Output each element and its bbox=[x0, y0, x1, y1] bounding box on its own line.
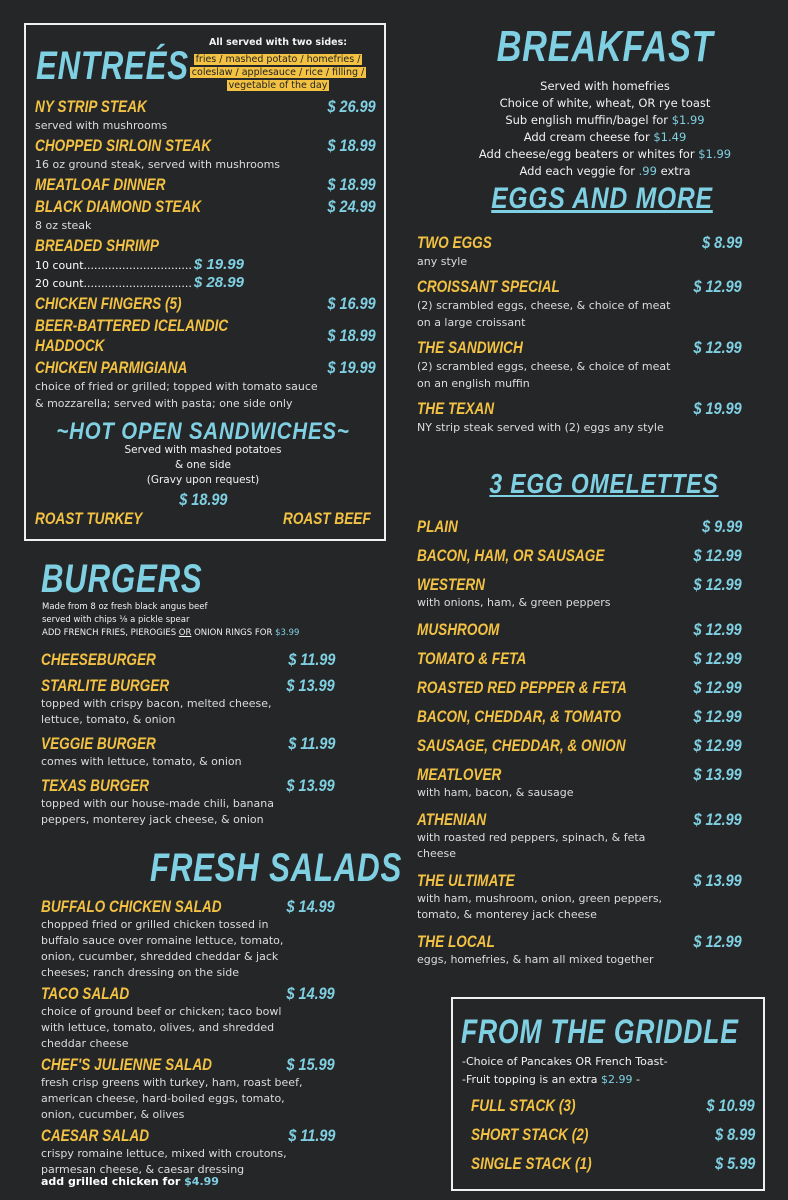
item-description: parmesan cheese, & caesar dressing bbox=[41, 1163, 245, 1176]
item-description: crispy romaine lettuce, mixed with croutons, bbox=[41, 1147, 287, 1160]
item-description: served with mushrooms bbox=[35, 119, 168, 132]
menu-item bbox=[35, 97, 376, 134]
menu-item bbox=[417, 736, 742, 756]
item-description: tomato, & monterey jack cheese bbox=[417, 908, 597, 921]
breakfast-note bbox=[405, 95, 788, 112]
breakfast-note-text: Choice of white, wheat, OR rye toast bbox=[499, 96, 711, 110]
item-price: $ 11.99 bbox=[287, 650, 335, 669]
griddle-note-text: - bbox=[632, 1073, 640, 1086]
item-name: SAUSAGE, CHEDDAR, & ONION bbox=[417, 736, 626, 755]
menu-item bbox=[41, 676, 335, 728]
burgers-list bbox=[41, 650, 335, 834]
item-description: on a large croissant bbox=[417, 316, 526, 329]
item-name: BEER-BATTERED ICELANDIC bbox=[35, 316, 229, 335]
menu-item bbox=[417, 810, 742, 862]
sides-note: All served with two sides: bbox=[208, 37, 348, 48]
item-description: cheeses; ranch dressing on the side bbox=[41, 966, 240, 979]
hot-open-title: ~HOT OPEN SANDWICHES~ bbox=[56, 418, 350, 445]
item-name: SINGLE STACK (1) bbox=[471, 1154, 592, 1173]
roast-turkey: ROAST TURKEY bbox=[35, 509, 143, 528]
item-price: $ 13.99 bbox=[286, 776, 335, 795]
omelettes-list bbox=[417, 517, 742, 977]
breakfast-note bbox=[405, 112, 788, 129]
menu-item bbox=[417, 678, 742, 698]
menu-item bbox=[41, 734, 335, 770]
item-name: ROASTED RED PEPPER & FETA bbox=[417, 678, 627, 697]
item-name: CHEESEBURGER bbox=[41, 650, 156, 669]
entrees-list bbox=[35, 97, 376, 414]
burgers-notes bbox=[42, 601, 299, 640]
menu-item bbox=[417, 620, 742, 640]
breakfast-note-text: Served with homefries bbox=[540, 79, 670, 93]
salad-addon-text: add grilled chicken for bbox=[41, 1175, 185, 1188]
breakfast-note-price: .99 bbox=[638, 164, 657, 178]
sides-line: fries / mashed potato / homefries / bbox=[195, 54, 361, 65]
item-description: cheese bbox=[417, 847, 457, 860]
menu-item bbox=[417, 546, 742, 566]
item-price: $ 8.99 bbox=[714, 1125, 755, 1144]
item-description: peppers, monterey jack cheese, & onion bbox=[41, 813, 264, 826]
breakfast-note-price: $1.99 bbox=[671, 113, 705, 127]
menu-item bbox=[471, 1154, 755, 1174]
item-description: fresh crisp greens with turkey, ham, roast beef, bbox=[41, 1076, 303, 1089]
menu-item bbox=[41, 984, 335, 1052]
menu-item bbox=[35, 316, 376, 356]
item-price: $ 24.99 bbox=[327, 197, 376, 216]
item-name-line2: HADDOCK bbox=[35, 336, 105, 355]
item-price: $ 12.99 bbox=[693, 649, 742, 668]
item-name: MEATLOVER bbox=[417, 765, 502, 784]
breakfast-note-text: Sub english muffin/bagel for bbox=[505, 113, 672, 127]
item-price: $ 12.99 bbox=[693, 810, 742, 829]
item-name: FULL STACK (3) bbox=[471, 1096, 576, 1115]
sides-list bbox=[188, 53, 368, 92]
item-name: SHORT STACK (2) bbox=[471, 1125, 589, 1144]
item-price: $ 18.99 bbox=[327, 175, 376, 194]
item-name: CHEF'S JULIENNE SALAD bbox=[41, 1055, 212, 1074]
item-name: CROISSANT SPECIAL bbox=[417, 277, 560, 296]
griddle-note: -Choice of Pancakes OR French Toast- bbox=[462, 1055, 668, 1068]
item-price: $ 8.99 bbox=[701, 233, 742, 252]
eggs-list bbox=[417, 233, 742, 443]
item-name: PLAIN bbox=[417, 517, 458, 536]
sides-line: vegetable of the day bbox=[228, 80, 328, 91]
item-name: MEATLOAF DINNER bbox=[35, 175, 166, 194]
item-description: (2) scrambled eggs, cheese, & choice of meat bbox=[417, 360, 671, 373]
item-description: with onions, ham, & green peppers bbox=[417, 596, 611, 609]
item-description: with roasted red peppers, spinach, & feta bbox=[417, 831, 646, 844]
griddle-note bbox=[462, 1071, 640, 1088]
item-price: $ 5.99 bbox=[714, 1154, 755, 1173]
eggs-title: EGGS AND MORE bbox=[491, 182, 713, 215]
item-description: (2) scrambled eggs, cheese, & choice of meat bbox=[417, 299, 671, 312]
menu-item bbox=[41, 1055, 335, 1123]
menu-item bbox=[471, 1096, 755, 1116]
item-description: NY strip steak served with (2) eggs any style bbox=[417, 421, 664, 434]
item-price: $ 14.99 bbox=[286, 984, 335, 1003]
salads-list bbox=[41, 897, 335, 1181]
griddle-note-text: -Fruit topping is an extra bbox=[462, 1073, 602, 1086]
item-description: 8 oz steak bbox=[35, 219, 92, 232]
hot-open-line: & one side bbox=[175, 459, 231, 471]
item-name: STARLITE BURGER bbox=[41, 676, 170, 695]
roast-beef: ROAST BEEF bbox=[283, 509, 371, 528]
option-label: 10 count............................... bbox=[35, 259, 192, 272]
item-description: choice of fried or grilled; topped with tomato sauce bbox=[35, 380, 318, 393]
item-description: topped with our house-made chili, banana bbox=[41, 797, 274, 810]
item-name: TACO SALAD bbox=[41, 984, 130, 1003]
menu-item bbox=[35, 294, 376, 314]
item-name: THE SANDWICH bbox=[417, 338, 523, 357]
item-name: TOMATO & FETA bbox=[417, 649, 527, 668]
item-description: cheddar cheese bbox=[41, 1037, 129, 1050]
item-description: with ham, mushroom, onion, green peppers, bbox=[417, 892, 663, 905]
item-price: $ 12.99 bbox=[693, 575, 742, 594]
item-option bbox=[35, 274, 376, 292]
item-name: MUSHROOM bbox=[417, 620, 500, 639]
burgers-note: ONION RINGS FOR bbox=[191, 628, 276, 638]
item-description: onion, cucumber, shredded cheddar & jack bbox=[41, 950, 279, 963]
menu-item bbox=[35, 136, 376, 173]
item-price: $ 13.99 bbox=[286, 676, 335, 695]
item-description: any style bbox=[417, 255, 468, 268]
menu-item bbox=[35, 358, 376, 412]
menu-item bbox=[417, 707, 742, 727]
hot-open-price: $ 18.99 bbox=[178, 490, 228, 509]
item-price: $ 13.99 bbox=[693, 765, 742, 784]
burgers-note-or: OR bbox=[178, 628, 192, 638]
hot-open-line: Served with mashed potatoes bbox=[124, 444, 282, 456]
breakfast-note-text: Add each veggie for bbox=[519, 164, 639, 178]
item-price: $ 18.99 bbox=[327, 326, 376, 345]
item-name: CHICKEN FINGERS (5) bbox=[35, 294, 182, 313]
item-name: THE LOCAL bbox=[417, 932, 495, 951]
burgers-note: served with chips ⅛ a pickle spear bbox=[42, 615, 190, 625]
menu-item bbox=[35, 236, 376, 292]
item-name: CHICKEN PARMIGIANA bbox=[35, 358, 188, 377]
omelettes-title: 3 EGG OMELETTES bbox=[489, 468, 719, 499]
item-description: onion, cucumber, & olives bbox=[41, 1108, 185, 1121]
item-price: $ 12.99 bbox=[693, 932, 742, 951]
item-price: $ 19.99 bbox=[327, 358, 376, 377]
item-description: lettuce, tomato, & onion bbox=[41, 713, 176, 726]
salad-addon bbox=[41, 1173, 219, 1190]
item-price: $ 9.99 bbox=[701, 517, 742, 536]
menu-item bbox=[417, 932, 742, 968]
item-price: $ 12.99 bbox=[693, 620, 742, 639]
entrees-title: ENTREÉS bbox=[36, 44, 189, 88]
item-option bbox=[35, 256, 376, 274]
option-price: $ 19.99 bbox=[193, 256, 244, 273]
item-price: $ 26.99 bbox=[327, 97, 376, 116]
item-name: WESTERN bbox=[417, 575, 485, 594]
menu-item bbox=[471, 1125, 755, 1145]
item-name: BREADED SHRIMP bbox=[35, 236, 159, 255]
item-name: BACON, HAM, OR SAUSAGE bbox=[417, 546, 605, 565]
item-description: with ham, bacon, & sausage bbox=[417, 786, 574, 799]
option-price: $ 28.99 bbox=[193, 274, 244, 291]
item-description: eggs, homefries, & ham all mixed together bbox=[417, 953, 654, 966]
menu-item bbox=[417, 649, 742, 669]
hot-open-line: (Gravy upon request) bbox=[146, 474, 260, 486]
item-name: THE ULTIMATE bbox=[417, 871, 515, 890]
breakfast-note bbox=[405, 78, 788, 95]
menu-item bbox=[417, 338, 742, 392]
item-price: $ 13.99 bbox=[693, 871, 742, 890]
item-description: 16 oz ground steak, served with mushrooms bbox=[35, 158, 281, 171]
menu-item bbox=[41, 897, 335, 981]
menu-item bbox=[41, 1126, 335, 1178]
breakfast-note-suffix: extra bbox=[656, 164, 691, 178]
salad-addon-price: $4.99 bbox=[184, 1175, 219, 1188]
item-price: $ 12.99 bbox=[693, 546, 742, 565]
item-price: $ 10.99 bbox=[706, 1096, 755, 1115]
menu-item bbox=[417, 399, 742, 436]
breakfast-note-price: $1.99 bbox=[698, 147, 732, 161]
item-name: BUFFALO CHICKEN SALAD bbox=[41, 897, 222, 916]
breakfast-note bbox=[405, 163, 788, 180]
item-price: $ 18.99 bbox=[327, 136, 376, 155]
item-name: THE TEXAN bbox=[417, 399, 495, 418]
item-price: $ 14.99 bbox=[286, 897, 335, 916]
item-description: chopped fried or grilled chicken tossed in bbox=[41, 918, 269, 931]
item-name: BACON, CHEDDAR, & TOMATO bbox=[417, 707, 621, 726]
item-price: $ 19.99 bbox=[693, 399, 742, 418]
breakfast-title: BREAKFAST bbox=[496, 22, 714, 71]
item-price: $ 12.99 bbox=[693, 736, 742, 755]
item-description: with lettuce, tomato, olives, and shredded bbox=[41, 1021, 275, 1034]
menu-item bbox=[35, 175, 376, 195]
item-description: american cheese, hard-boiled eggs, tomato, bbox=[41, 1092, 285, 1105]
item-name: NY STRIP STEAK bbox=[35, 97, 147, 116]
sides-line: coleslaw / applesauce / rice / filling / bbox=[191, 67, 365, 78]
item-description: comes with lettuce, tomato, & onion bbox=[41, 755, 242, 768]
item-name: ATHENIAN bbox=[417, 810, 487, 829]
griddle-fruit-price: $2.99 bbox=[601, 1073, 633, 1086]
hot-open-info bbox=[24, 443, 382, 510]
item-price: $ 12.99 bbox=[693, 707, 742, 726]
burgers-addon-price: $3.99 bbox=[275, 628, 300, 638]
item-price: $ 11.99 bbox=[287, 734, 335, 753]
item-description: & mozzarella; served with pasta; one side only bbox=[35, 397, 293, 410]
breakfast-note-text: Add cream cheese for bbox=[523, 130, 654, 144]
item-price: $ 16.99 bbox=[327, 294, 376, 313]
salads-title: FRESH SALADS bbox=[150, 846, 403, 890]
breakfast-note bbox=[405, 129, 788, 146]
item-name: TEXAS BURGER bbox=[41, 776, 150, 795]
item-description: topped with crispy bacon, melted cheese, bbox=[41, 697, 272, 710]
item-price: $ 12.99 bbox=[693, 277, 742, 296]
menu-item bbox=[417, 517, 742, 537]
breakfast-note-text: Add cheese/egg beaters or whites for bbox=[478, 147, 699, 161]
item-name: VEGGIE BURGER bbox=[41, 734, 156, 753]
item-name: TWO EGGS bbox=[417, 233, 492, 252]
menu-item bbox=[417, 871, 742, 923]
menu-item bbox=[35, 197, 376, 234]
burgers-note: ADD FRENCH FRIES, PIEROGIES bbox=[42, 628, 179, 638]
menu-item bbox=[417, 765, 742, 801]
item-name: CHOPPED SIRLOIN STEAK bbox=[35, 136, 212, 155]
griddle-title: FROM THE GRIDDLE bbox=[461, 1013, 739, 1051]
griddle-list bbox=[471, 1096, 755, 1183]
item-description: buffalo sauce over romaine lettuce, tomato, bbox=[41, 934, 284, 947]
breakfast-note-price: $1.49 bbox=[653, 130, 687, 144]
burgers-title: BURGERS bbox=[41, 557, 203, 601]
item-name: CAESAR SALAD bbox=[41, 1126, 150, 1145]
menu-item bbox=[417, 575, 742, 611]
item-description: choice of ground beef or chicken; taco bowl bbox=[41, 1005, 282, 1018]
item-price: $ 12.99 bbox=[693, 338, 742, 357]
breakfast-note bbox=[405, 146, 788, 163]
item-price: $ 12.99 bbox=[693, 678, 742, 697]
item-price: $ 11.99 bbox=[287, 1126, 335, 1145]
menu-item bbox=[417, 277, 742, 331]
menu-item bbox=[41, 776, 335, 828]
menu-item bbox=[417, 233, 742, 270]
burgers-note: Made from 8 oz fresh black angus beef bbox=[42, 602, 208, 612]
item-description: on an english muffin bbox=[417, 377, 530, 390]
item-price: $ 15.99 bbox=[286, 1055, 335, 1074]
option-label: 20 count............................... bbox=[35, 277, 192, 290]
item-name: BLACK DIAMOND STEAK bbox=[35, 197, 202, 216]
breakfast-notes bbox=[405, 78, 788, 180]
menu-item bbox=[41, 650, 335, 670]
